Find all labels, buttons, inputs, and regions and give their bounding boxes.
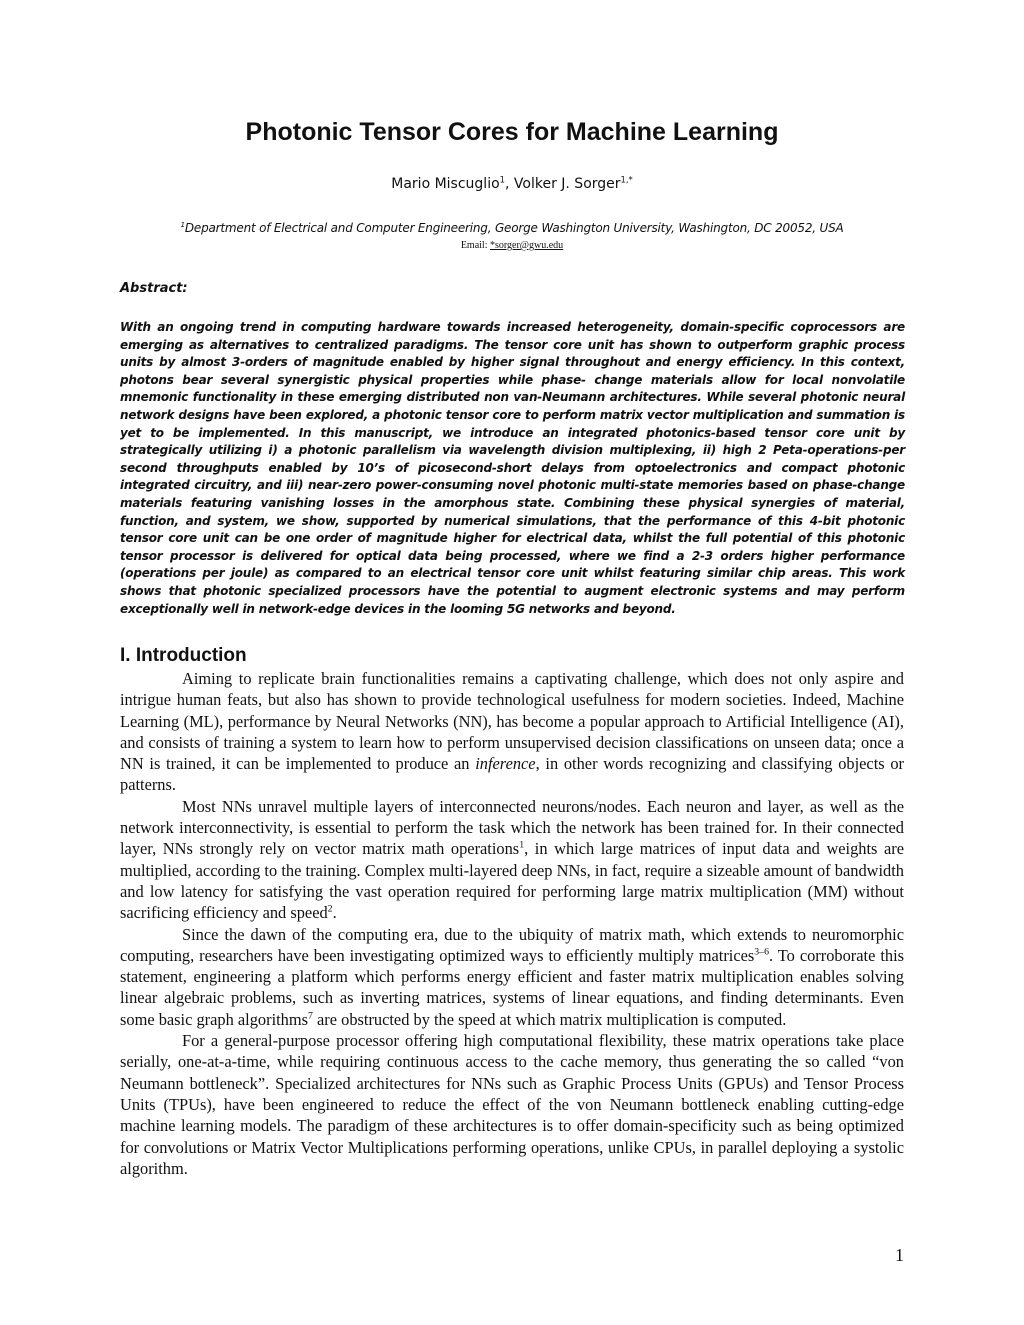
affiliation-marker: 1,* [620, 174, 633, 185]
affiliation-text: Department of Electrical and Computer Engineering, George Washington University, Washington, DC 20052, USA [184, 221, 844, 235]
paragraph-text: , in which large matrices of input data and weights are multiplied, according to the training. Complex multi-layered deep NNs, in fact, require a sizeable amount of bandwidth and low latency for satisfying the vast operation required for performing large matrix multiplication (MM) without sacrificing efficiency and speed [120, 839, 905, 923]
citation: 3–6 [754, 946, 770, 958]
paragraph-text: Aiming to replicate brain functionalities remains a captivating challenge, which does not only aspire and intrigue human feats, but also has shown to provide technological usefulness for modern societies. Indeed, Machine Learning (ML), performance by Neural Networks (NN), has become a popular approach to Artificial Intelligence (AI), and consists of training a system to learn how to perform unsupervised decision classifications on unseen data; once a NN is trained, it can be implemented to produce an [120, 669, 904, 774]
abstract-text: With an ongoing trend in computing hardware towards increased heterogeneity, domain-specific coprocessors are emerging as alternatives to centralized paradigms. The tensor core unit has shown to outperform graphic process units by almost 3-orders of magnitude enabled by higher signal throughout and energy efficiency. In this context, photons bear several synergistic physical properties while phase- change materials allow for local nonvolatile mnemonic functionality in these emerging distributed non van-Neumann architectures. While several photonic neural network designs have been explored, a photonic tensor core to perform matrix vector multiplication and summation is yet to be implemented. In this manuscript, we introduce an integrated photonics-based tensor core unit by strategically utilizing i) a photonic parallelism via wavelength division multiplexing, ii) high 2 Peta-operations-per second throughputs enabled by 10’s of picosecond-short delays from optoelectronics and compact photonic integrated circuitry, and iii) near-zero power-consuming novel photonic multi-state memories based on phase-change materials featuring vanishing losses in the amorphous state. Combining these physical synergies of material, function, and system, we show, supported by numerical simulations, that the performance of this 4-bit photonic tensor core unit can be one order of magnitude higher for electrical data, whilst the full potential of this photonic tensor processor is delivered for optical data being processed, where we find a 2-3 orders higher performance (operations per joule) as compared to an electrical tensor core unit whilst featuring similar chip areas. This work shows that photonic specialized processors have the potential to augment electronic systems and may perform exceptionally well in network-edge devices in the looming 5G networks and beyond. [120, 320, 905, 616]
author-separator: , [505, 176, 514, 192]
paragraph [120, 796, 904, 924]
introduction-body [120, 668, 904, 1179]
affiliation-marker: 1 [180, 220, 185, 229]
affiliation-marker: 1 [499, 174, 505, 185]
email-link[interactable]: *sorger@gwu.edu [489, 240, 564, 251]
paragraph-text: , in other words recognizing and classifying objects or patterns. [120, 754, 904, 795]
contact-email [0, 240, 1024, 251]
author-name: Volker J. Sorger [513, 176, 621, 192]
page-number: 1 [895, 1245, 904, 1265]
affiliation [60, 221, 964, 235]
citation: 2 [327, 903, 333, 915]
paragraph-text: Since the dawn of the computing era, due to the ubiquity of matrix math, which extends to neuromorphic computing, researchers have been investigating optimized ways to efficiently multiply matrices [120, 924, 904, 965]
paragraph-text: . To corroborate this statement, engineering a platform which performs energy efficient and faster matrix multiplication enables solving linear algebraic problems, such as inverting matrices, systems of linear equations, and finding determinants. Even some basic graph algorithms [120, 945, 905, 1029]
paragraph-text: . [332, 903, 337, 923]
abstract-label: Abstract: [120, 281, 188, 296]
citation: 7 [308, 1010, 313, 1022]
paragraph: For a general-purpose processor offering high computational flexibility, these matrix operations take place serially, one-at-a-time, while requiring continuous access to the cache memory, thus generating the so called “von Neumann bottleneck”. Specialized architectures for NNs such as Graphic Process Units (GPUs) and Tensor Process Units (TPUs), have been engineered to reduce the effect of the von Neumann bottleneck enabling cutting-edge machine learning models. The paradigm of these architectures is to offer domain-specificity such as being optimized for convolutions or Matrix Vector Multiplications performing operations, unlike CPUs, in parallel deploying a systolic algorithm. [120, 1031, 904, 1178]
author-list [0, 176, 1024, 192]
paragraph-text: Most NNs unravel multiple layers of interconnected neurons/nodes. Each neuron and layer, as well as the network interconnectivity, is essential to perform the task which the network has been trained for. In their connected layer, NNs strongly rely on vector matrix math operations [120, 796, 904, 859]
author-name: Mario Miscuglio [391, 176, 500, 192]
paper-title: Photonic Tensor Cores for Machine Learning [245, 118, 779, 146]
email-label: Email: [460, 240, 490, 251]
section-heading: I. Introduction [120, 645, 247, 666]
emphasis-text: inference [475, 754, 536, 774]
paragraph [120, 924, 904, 1030]
paragraph [120, 668, 904, 796]
citation: 1 [519, 839, 525, 851]
paragraph-text: are obstructed by the speed at which matrix multiplication is computed. [312, 1009, 787, 1029]
